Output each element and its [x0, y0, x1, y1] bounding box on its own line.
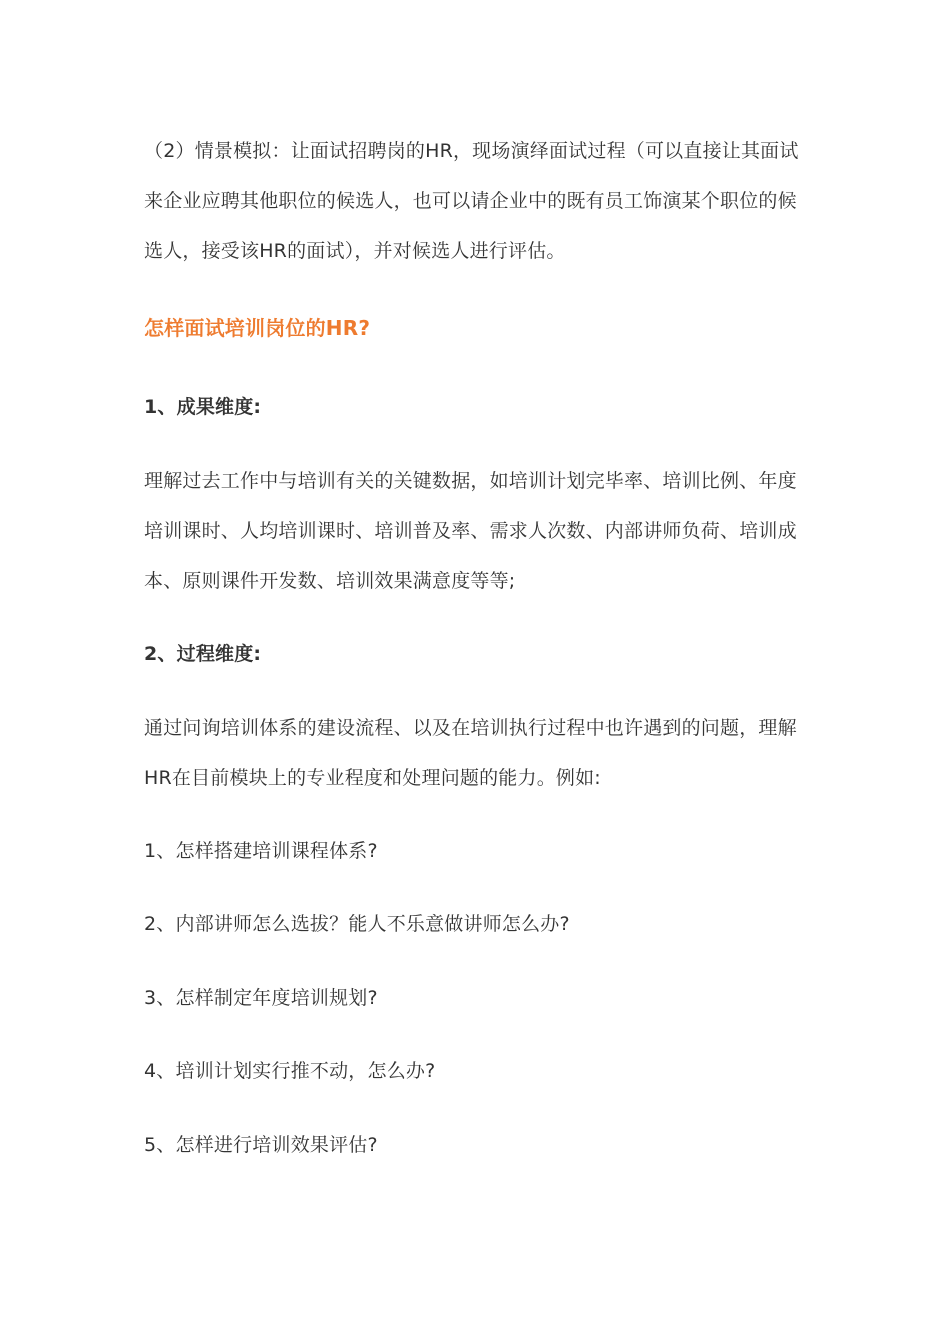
question-item: 2、内部讲师怎么选拔？能人不乐意做讲师怎么办?: [144, 913, 570, 935]
question-item: 1、怎样搭建培训课程体系?: [144, 840, 378, 862]
question-item: 3、怎样制定年度培训规划?: [144, 987, 378, 1009]
paragraph-line: 通过问询培训体系的建设流程、以及在培训执行过程中也许遇到的问题，理解: [144, 717, 797, 739]
section-title: 怎样面试培训岗位的HR?: [144, 316, 371, 340]
paragraph-line: 本、原则课件开发数、培训效果满意度等等;: [144, 570, 516, 592]
paragraph-line: 培训课时、人均培训课时、培训普及率、需求人次数、内部讲师负荷、培训成: [144, 520, 797, 542]
paragraph-line: 来企业应聘其他职位的候选人，也可以请企业中的既有员工饰演某个职位的候: [144, 190, 797, 212]
dimension-1-paragraph: [144, 456, 804, 606]
paragraph-line: （2）情景模拟：让面试招聘岗的HR，现场演绎面试过程（可以直接让其面试: [144, 140, 799, 162]
paragraph-line: 选人，接受该HR的面试），并对候选人进行评估。: [144, 240, 566, 262]
question-item: 5、怎样进行培训效果评估?: [144, 1134, 378, 1156]
intro-paragraph: [144, 126, 804, 276]
dimension-1-heading: 1、成果维度:: [144, 396, 262, 418]
question-item: 4、培训计划实行推不动，怎么办?: [144, 1060, 436, 1082]
dimension-2-paragraph: [144, 703, 804, 803]
paragraph-line: 理解过去工作中与培训有关的关键数据，如培训计划完毕率、培训比例、年度: [144, 470, 797, 492]
paragraph-line: HR在目前模块上的专业程度和处理问题的能力。例如:: [144, 767, 601, 789]
dimension-2-heading: 2、过程维度:: [144, 643, 262, 665]
